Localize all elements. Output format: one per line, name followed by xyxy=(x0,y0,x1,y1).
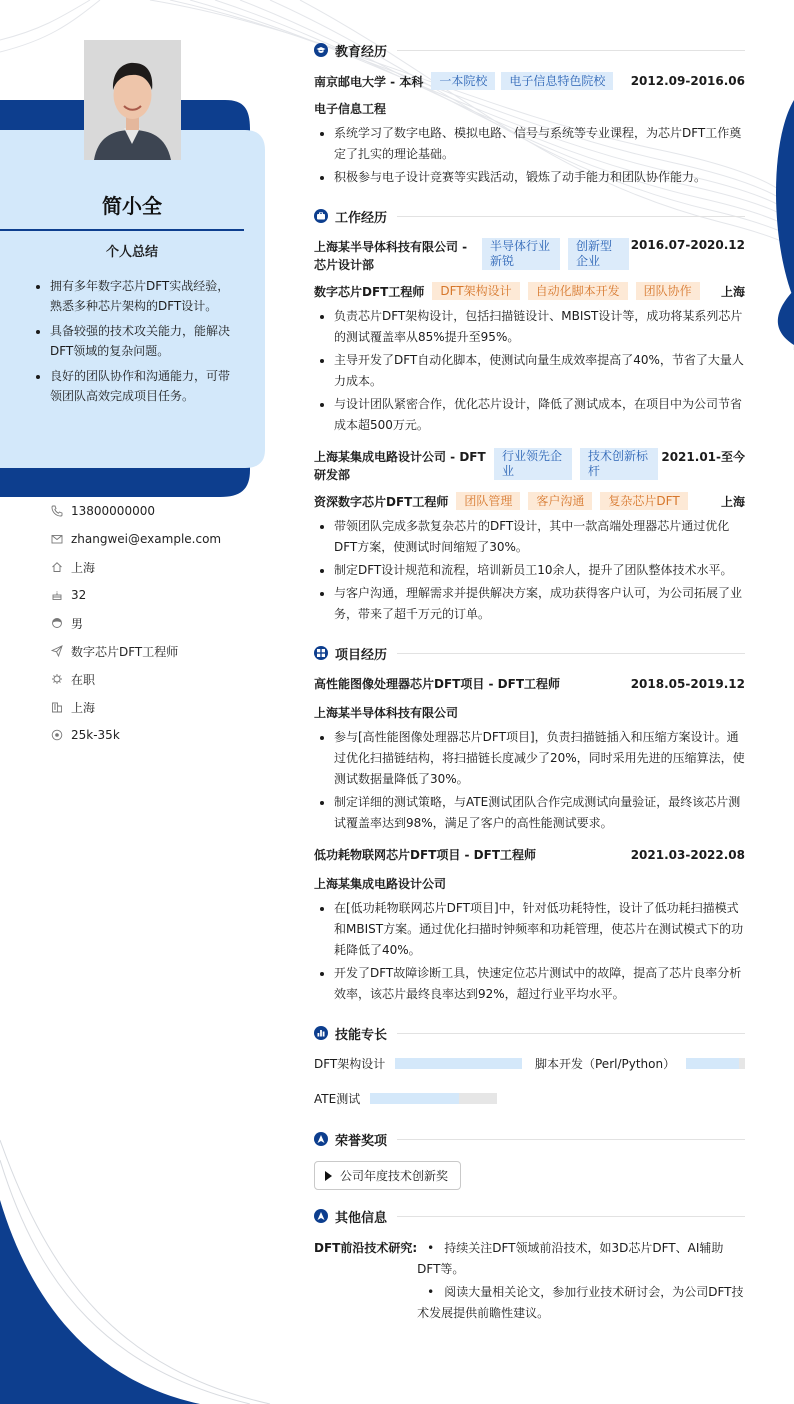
bullet-item: • 系统学习了数字电路、模拟电路、信号与系统等专业课程，为芯片DFT工作奠定了扎实的理论基础。 xyxy=(334,123,745,165)
section-title: 技能专长 xyxy=(335,1027,388,1043)
job-role: 资深数字芯片DFT工程师 xyxy=(314,494,449,509)
skill-tag: DFT架构设计 xyxy=(432,282,519,300)
project-title-row xyxy=(314,846,745,863)
bullet-item: • 持续关注DFT领域前沿技术，如3D芯片DFT、AI辅助DFT等。 xyxy=(417,1241,724,1276)
info-status xyxy=(50,665,280,693)
job-entry xyxy=(314,238,745,436)
job-role-row xyxy=(314,492,745,510)
info-text: 25k-35k xyxy=(71,728,120,742)
honor-text: 公司年度技术创新奖 xyxy=(340,1169,449,1183)
skills-header xyxy=(314,1021,745,1045)
project-title-row xyxy=(314,675,745,692)
bullet-item: • 带领团队完成多款复杂芯片的DFT设计，其中一款高端处理器芯片通过优化DFT方案，使测试时间缩短了30%。 xyxy=(334,516,745,558)
honor-item[interactable] xyxy=(314,1161,461,1190)
bullet-item: • 制定详细的测试策略，与ATE测试团队合作完成测试向量验证，最终该芯片测试覆盖率达到98%，满足了客户的高性能测试要求。 xyxy=(334,792,745,834)
bar-chart-icon xyxy=(314,1026,328,1040)
project-entry xyxy=(314,846,745,1005)
job-bullets xyxy=(314,306,745,436)
other-header xyxy=(314,1204,745,1228)
info-text: 在职 xyxy=(71,672,96,687)
mail-icon xyxy=(50,532,64,546)
skill-tag: 复杂芯片DFT xyxy=(600,492,687,510)
project-org-row xyxy=(314,704,745,721)
sidebar xyxy=(0,0,290,1404)
job-entry xyxy=(314,448,745,625)
section-divider xyxy=(397,1033,745,1034)
project-date: 2021.03-2022.08 xyxy=(630,847,745,862)
candidate-name: 简小全 xyxy=(102,194,162,218)
skill-bar xyxy=(395,1058,522,1069)
skill-bar xyxy=(686,1058,745,1069)
education-row xyxy=(314,72,745,90)
award-icon xyxy=(314,1132,328,1146)
bullet-item: • 在[低功耗物联网芯片DFT项目]中，针对低功耗特性，设计了低功耗扫描模式和MBIST方案。通过优化扫描时钟频率和功耗管理，使芯片在测试模式下的功耗降低了40%。 xyxy=(334,898,745,961)
skill-name: DFT架构设计 xyxy=(314,1057,386,1071)
job-date: 2021.01-至今 xyxy=(661,450,745,464)
info-text: zhangwei@example.com xyxy=(71,532,222,546)
bullet-item: • 主导开发了DFT自动化脚本，使测试向量生成效率提高了40%，节省了大量人力成本。 xyxy=(334,350,745,392)
education-header xyxy=(314,38,745,62)
skill-bar-fill xyxy=(686,1058,739,1069)
skill-name: ATE测试 xyxy=(314,1092,361,1106)
section-divider xyxy=(397,1139,745,1140)
company-tag: 行业领先企业 xyxy=(494,448,572,480)
section-title: 教育经历 xyxy=(335,44,388,60)
info-phone xyxy=(50,497,280,525)
job-city: 上海 xyxy=(720,284,745,299)
job-company: 上海某集成电路设计公司 - DFT研发部 xyxy=(314,450,486,482)
send-icon xyxy=(50,644,64,658)
play-icon xyxy=(325,1171,332,1181)
job-city: 上海 xyxy=(720,494,745,509)
gender-icon xyxy=(50,616,64,630)
bullet-item: • 开发了DFT故障诊断工具，快速定位芯片测试中的故障，提高了芯片良率分析效率，该芯片最终良率达到92%，超过行业平均水平。 xyxy=(334,963,745,1005)
salary-icon xyxy=(50,728,64,742)
info-text: 32 xyxy=(71,588,87,602)
bullet-text: 持续关注DFT领域前沿技术，如3D芯片DFT、AI辅助DFT等。 xyxy=(417,1241,724,1276)
section-divider xyxy=(397,1216,745,1217)
section-divider xyxy=(397,216,745,217)
bullet-item: • 参与[高性能图像处理器芯片DFT项目]，负责扫描链插入和压缩方案设计。通过优化扫描链结构，将扫描链长度减少了20%，同时采用先进的压缩算法，使测试数据量降低了30%。 xyxy=(334,727,745,790)
school-tag: 一本院校 xyxy=(431,72,495,90)
info-text: 13800000000 xyxy=(71,504,155,518)
info-salary xyxy=(50,721,280,749)
info-text: 数字芯片DFT工程师 xyxy=(71,644,179,659)
name-underline xyxy=(0,229,244,231)
personal-info xyxy=(50,497,280,749)
work-header xyxy=(314,204,745,228)
info-gender xyxy=(50,609,280,637)
honors-list xyxy=(314,1161,745,1190)
project-bullets xyxy=(314,727,745,834)
job-company-row xyxy=(314,448,745,484)
education-date: 2012.09-2016.06 xyxy=(630,74,745,88)
info-text: 上海 xyxy=(71,700,96,715)
info-position xyxy=(50,637,280,665)
project-org-row xyxy=(314,875,745,892)
avatar xyxy=(84,40,181,160)
section-divider xyxy=(397,653,745,654)
info-text: 男 xyxy=(71,616,84,631)
section-title: 其他信息 xyxy=(335,1210,388,1226)
summary-item: • 具备较强的技术攻关能力，能解决DFT领域的复杂问题。 xyxy=(50,321,240,361)
skill-bar xyxy=(370,1093,497,1104)
project-entry xyxy=(314,675,745,834)
skill-tag: 团队管理 xyxy=(456,492,520,510)
school-tag: 电子信息特色院校 xyxy=(501,72,613,90)
section-divider xyxy=(397,50,745,51)
skill-item xyxy=(314,1090,535,1107)
other-info xyxy=(314,1238,745,1326)
briefcase-icon xyxy=(314,209,328,223)
major-row xyxy=(314,100,745,117)
job-company-row xyxy=(314,238,745,274)
company-tag: 创新型企业 xyxy=(568,238,629,270)
skill-bar-fill xyxy=(395,1058,522,1069)
skill-name: 脚本开发（Perl/Python） xyxy=(535,1057,676,1071)
section-title: 工作经历 xyxy=(335,210,388,226)
project-name: 高性能图像处理器芯片DFT项目 - DFT工程师 xyxy=(314,677,561,691)
bullet-item: • 制定DFT设计规范和流程，培训新员工10余人，提升了团队整体技术水平。 xyxy=(334,560,745,581)
info-city xyxy=(50,553,280,581)
job-date: 2016.07-2020.12 xyxy=(630,238,745,252)
honors-header xyxy=(314,1127,745,1151)
skill-item xyxy=(314,1055,535,1072)
skill-tag: 自动化脚本开发 xyxy=(528,282,628,300)
project-org: 上海某集成电路设计公司 xyxy=(314,877,447,891)
info-work-city xyxy=(50,693,280,721)
projects-header xyxy=(314,641,745,665)
grid-icon xyxy=(314,646,328,660)
skill-tag: 团队协作 xyxy=(636,282,700,300)
info-email xyxy=(50,525,280,553)
other-bullets xyxy=(417,1238,745,1326)
section-title: 荣誉奖项 xyxy=(335,1133,388,1149)
summary-title: 个人总结 xyxy=(105,245,158,260)
project-org: 上海某半导体科技有限公司 xyxy=(314,706,459,720)
bullet-item: • 阅读大量相关论文，参加行业技术研讨会，为公司DFT技术发展提供前瞻性建议。 xyxy=(417,1285,744,1320)
summary-list xyxy=(30,276,240,411)
bullet-text: 阅读大量相关论文，参加行业技术研讨会，为公司DFT技术发展提供前瞻性建议。 xyxy=(417,1285,744,1320)
other-label: DFT前沿技术研究: xyxy=(314,1241,418,1255)
info-text: 上海 xyxy=(71,560,96,575)
project-date: 2018.05-2019.12 xyxy=(630,676,745,691)
summary-item: • 良好的团队协作和沟通能力，可带领团队高效完成项目任务。 xyxy=(50,366,240,406)
job-role-row xyxy=(314,282,745,300)
job-role: 数字芯片DFT工程师 xyxy=(314,284,425,299)
company-tag: 技术创新标杆 xyxy=(580,448,658,480)
skill-tag: 客户沟通 xyxy=(528,492,592,510)
school-name: 南京邮电大学 - 本科 xyxy=(314,74,424,89)
job-bullets xyxy=(314,516,745,625)
company-tag: 半导体行业新锐 xyxy=(482,238,560,270)
phone-icon xyxy=(50,504,64,518)
job-company: 上海某半导体科技有限公司 - 芯片设计部 xyxy=(314,240,468,272)
info-age xyxy=(50,581,280,609)
graduation-cap-icon xyxy=(314,43,328,57)
cake-icon xyxy=(50,588,64,602)
main-content xyxy=(314,38,745,1326)
building-icon xyxy=(50,700,64,714)
status-icon xyxy=(50,672,64,686)
skill-item xyxy=(535,1055,745,1072)
bullet-item: • 与客户沟通，理解需求并提供解决方案，成功获得客户认可，为公司拓展了业务，带来了超千万元的订单。 xyxy=(334,583,745,625)
bullet-item: • 积极参与电子设计竞赛等实践活动，锻炼了动手能力和团队协作能力。 xyxy=(334,167,745,188)
skills-list xyxy=(314,1055,745,1121)
summary-item: • 拥有多年数字芯片DFT实战经验，熟悉多种芯片架构的DFT设计。 xyxy=(50,276,240,316)
education-bullets xyxy=(314,123,745,188)
project-name: 低功耗物联网芯片DFT项目 - DFT工程师 xyxy=(314,848,537,862)
section-title: 项目经历 xyxy=(335,647,388,663)
bullet-item: • 与设计团队紧密合作，优化芯片设计，降低了测试成本，在项目中为公司节省成本超500万元。 xyxy=(334,394,745,436)
bullet-item: • 负责芯片DFT架构设计，包括扫描链设计、MBIST设计等，成功将某系列芯片的测试覆盖率从85%提升至95%。 xyxy=(334,306,745,348)
home-icon xyxy=(50,560,64,574)
info-icon xyxy=(314,1209,328,1223)
skill-bar-fill xyxy=(370,1093,459,1104)
major-name: 电子信息工程 xyxy=(314,102,387,116)
project-bullets xyxy=(314,898,745,1005)
